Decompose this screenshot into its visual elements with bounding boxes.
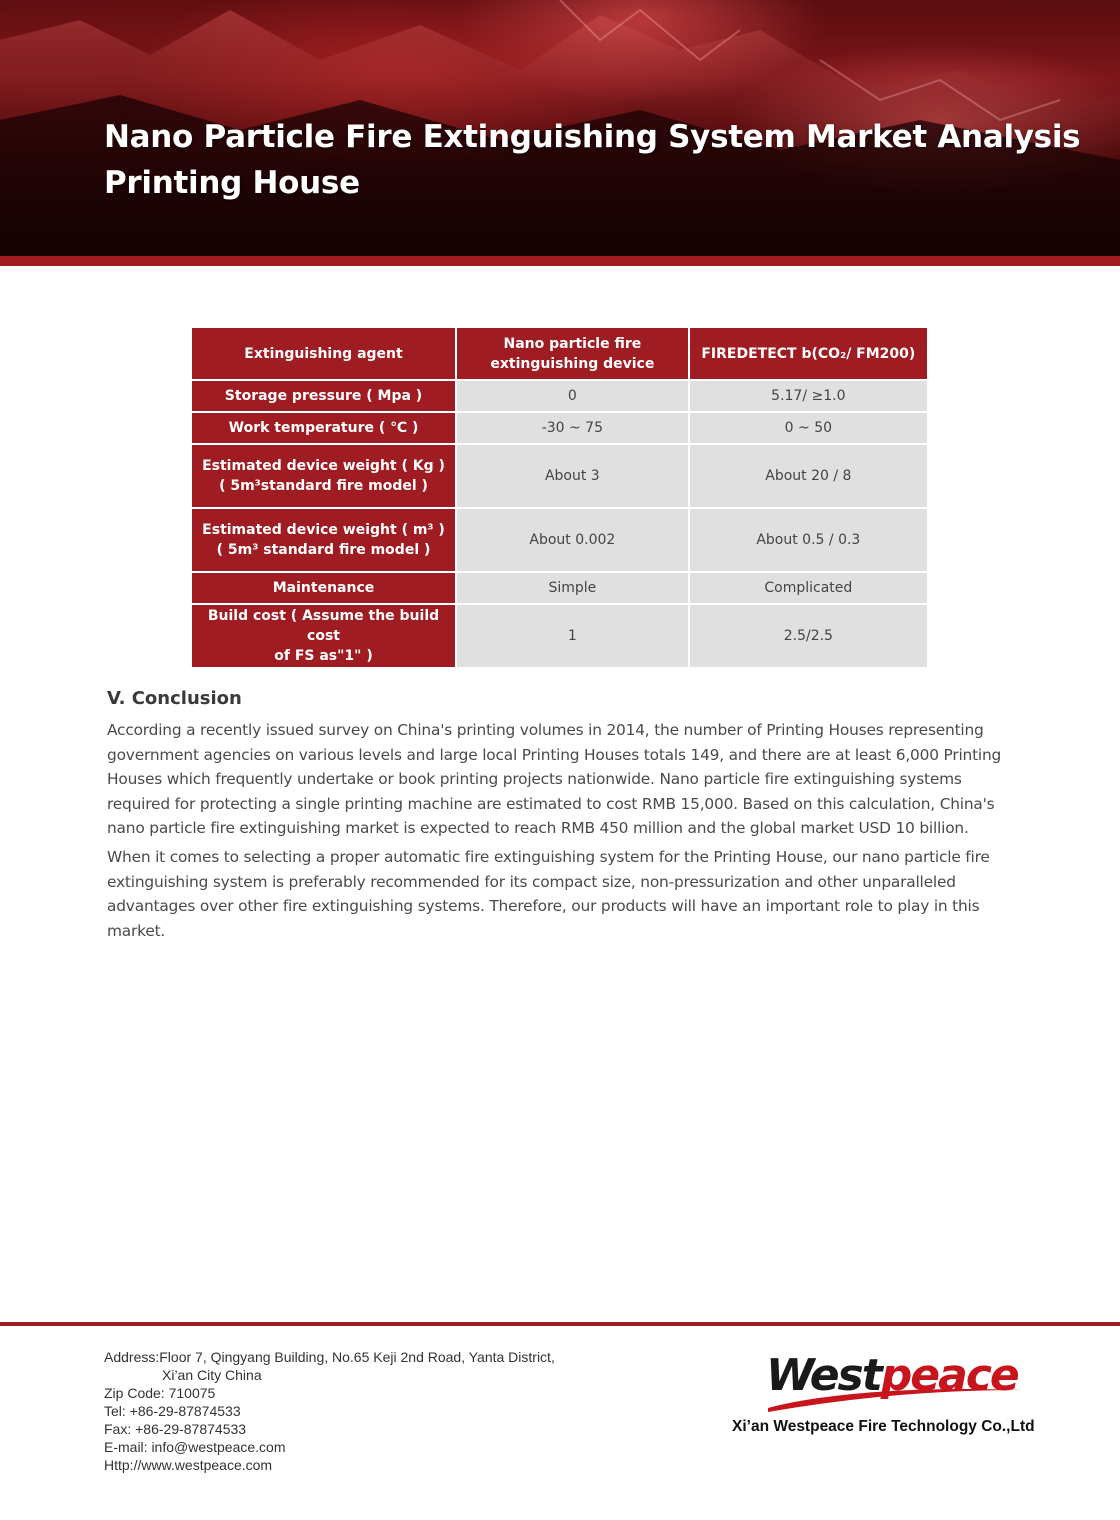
row-label: [191, 604, 456, 668]
table-row: [191, 572, 928, 604]
header-banner: [0, 0, 1120, 256]
row-label: [191, 444, 456, 508]
section-heading: V. Conclusion: [107, 688, 242, 709]
firedetect-value: 5.17/ ≥1.0: [689, 380, 928, 412]
comparison-table: [190, 326, 929, 669]
nano-value: 1: [456, 604, 689, 668]
row-label-line: Estimated device weight ( Kg ): [202, 458, 445, 474]
paragraph: When it comes to selecting a proper automatic fire extinguishing system for the Printing House, our nano particle fire extinguishing system is preferably recommended for its compact size, non-pressurization and other unparalleled advantages over other fire extinguishing systems. Therefore, our products will have an important role to play in this market.: [107, 847, 990, 940]
svg-text:Westpeace: [766, 1350, 1019, 1401]
nano-value: About 0.002: [456, 508, 689, 572]
header-cell: Extinguishing agent: [191, 327, 456, 380]
zip-code: Zip Code: 710075: [104, 1385, 216, 1401]
contact-block: [104, 1348, 664, 1474]
table-row: [191, 444, 928, 508]
table-row: [191, 380, 928, 412]
row-label-line: of FS as"1" ): [274, 648, 373, 664]
firedetect-value: Complicated: [689, 572, 928, 604]
row-label-line: Estimated device weight ( m³ ): [202, 522, 445, 538]
row-label: [191, 508, 456, 572]
page-title: [104, 114, 1084, 206]
firedetect-value: 0 ~ 50: [689, 412, 928, 444]
conclusion-body: [107, 718, 1017, 947]
telephone: Tel: +86-29-87874533: [104, 1403, 241, 1419]
header-cell: FIREDETECT b(CO₂/ FM200): [689, 327, 928, 380]
email: E-mail: info@westpeace.com: [104, 1439, 286, 1455]
row-label-line: Build cost ( Assume the build cost: [207, 608, 440, 644]
paragraph: According a recently issued survey on China's printing volumes in 2014, the number of Printing Houses representing government agencies on various levels and large local Printing Houses totals 149, and there are at least 6,000 Printing Houses which frequently undertake or book printing projects nationwide. Nano particle fire extinguishing systems required for protecting a single printing machine are estimated to cost RMB 15,000. Based on this calculation, China's nano particle fire extinguishing market is expected to reach RMB 450 million and the global market USD 10 billion.: [107, 721, 1002, 838]
row-label: Work temperature ( ℃ ): [191, 412, 456, 444]
logo-text-west: West: [766, 1350, 881, 1401]
firedetect-value: 2.5/2.5: [689, 604, 928, 668]
firedetect-value: About 0.5 / 0.3: [689, 508, 928, 572]
logo-text-peace: peace: [880, 1350, 1018, 1401]
company-name: Xi’an Westpeace Fire Technology Co.,Ltd: [732, 1418, 1035, 1435]
row-label-line: ( 5m³standard fire model ): [219, 478, 428, 494]
address-line: Xi’an City China: [162, 1367, 262, 1383]
header-divider: [0, 256, 1120, 266]
nano-value: About 3: [456, 444, 689, 508]
nano-value: 0: [456, 380, 689, 412]
website: Http://www.westpeace.com: [104, 1457, 273, 1473]
address-line: Address:Floor 7, Qingyang Building, No.65 Keji 2nd Road, Yanta District,: [104, 1349, 555, 1365]
table-row: [191, 412, 928, 444]
westpeace-logo: [760, 1346, 1030, 1416]
fax: Fax: +86-29-87874533: [104, 1421, 247, 1437]
firedetect-value: About 20 / 8: [689, 444, 928, 508]
table-row: [191, 604, 928, 668]
table-row: [191, 508, 928, 572]
nano-value: -30 ~ 75: [456, 412, 689, 444]
row-label-line: ( 5m³ standard fire model ): [216, 542, 431, 558]
footer-divider: [0, 1322, 1120, 1326]
nano-value: Simple: [456, 572, 689, 604]
row-label: Storage pressure ( Mpa ): [191, 380, 456, 412]
table-header-row: [191, 327, 928, 380]
header-cell: Nano particle fire extinguishing device: [456, 327, 689, 380]
title-line-2: Printing House: [104, 165, 360, 201]
title-line-1: Nano Particle Fire Extinguishing System Market Analysis: [104, 119, 1081, 155]
row-label: Maintenance: [191, 572, 456, 604]
